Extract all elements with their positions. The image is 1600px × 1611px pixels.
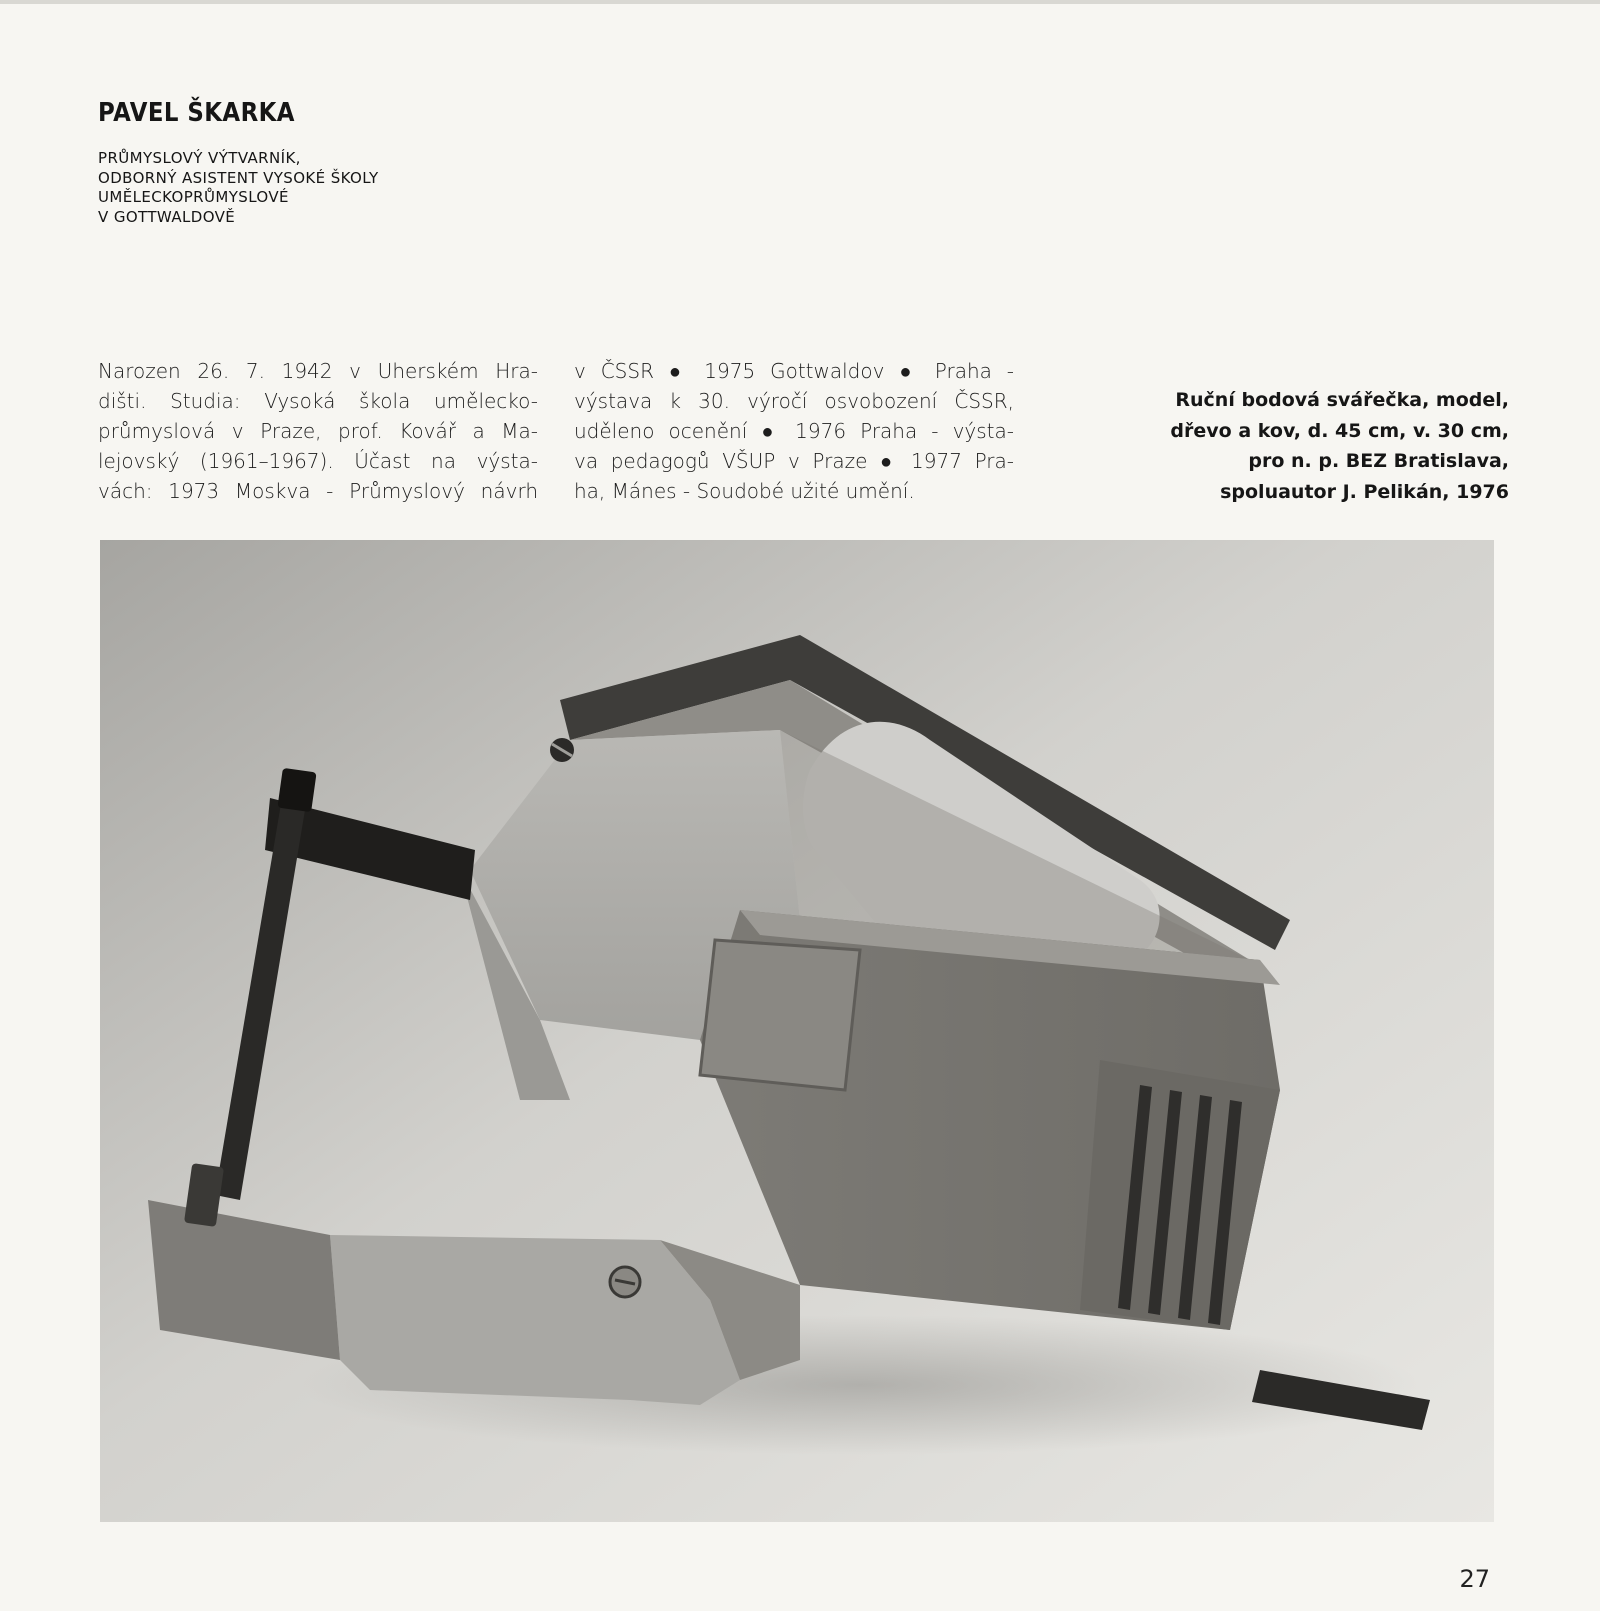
biography-line: v ČSSR ● 1975 Gottwaldov ● Praha -: [574, 359, 1014, 383]
biography-column-1: [98, 356, 538, 506]
photo-caption: [1170, 385, 1509, 507]
biography-line: průmyslová v Praze, prof. Kovář a Ma-: [98, 419, 538, 443]
biography-line: výstava k 30. výročí osvobození ČSSR,: [574, 389, 1014, 413]
biography-line: lejovský (1961–1967). Účast na výsta-: [98, 449, 538, 473]
author-role-line: UMĚLECKOPRŮMYSLOVÉ: [98, 188, 289, 206]
biography-line: vách: 1973 Moskva - Průmyslový návrh: [98, 479, 538, 503]
caption-line: dřevo a kov, d. 45 cm, v. 30 cm,: [1170, 419, 1509, 442]
product-photo: [100, 540, 1494, 1522]
caption-line: spoluautor J. Pelikán, 1976: [1220, 480, 1509, 503]
author-roles: [98, 149, 379, 227]
author-role-line: V GOTTWALDOVĚ: [98, 207, 236, 226]
square-button: [700, 940, 860, 1090]
author-name: PAVEL ŠKARKA: [98, 98, 295, 128]
biography-line: ha, Mánes - Soudobé užité umění.: [574, 479, 915, 503]
caption-line: Ruční bodová svářečka, model,: [1175, 389, 1509, 411]
author-role-line: ODBORNÝ ASISTENT VYSOKÉ ŠKOLY: [98, 168, 379, 187]
biography-line: uděleno ocenění ● 1976 Praha - výsta-: [574, 419, 1014, 443]
page-top-edge: [0, 0, 1600, 4]
electrode-top-cap: [277, 768, 316, 812]
biography-line: dišti. Studia: Vysoká škola umělecko-: [98, 389, 538, 413]
biography-line: va pedagogů VŠUP v Praze ● 1977 Pra-: [574, 449, 1014, 473]
author-role-line: PRŮMYSLOVÝ VÝTVARNÍK,: [98, 149, 301, 167]
page-number: 27: [1459, 1565, 1490, 1593]
biography-column-2: [574, 356, 1014, 506]
caption-line: pro n. p. BEZ Bratislava,: [1248, 450, 1509, 472]
spot-welder-illustration: [100, 540, 1494, 1522]
biography-line: Narozen 26. 7. 1942 v Uherském Hra-: [98, 359, 538, 383]
